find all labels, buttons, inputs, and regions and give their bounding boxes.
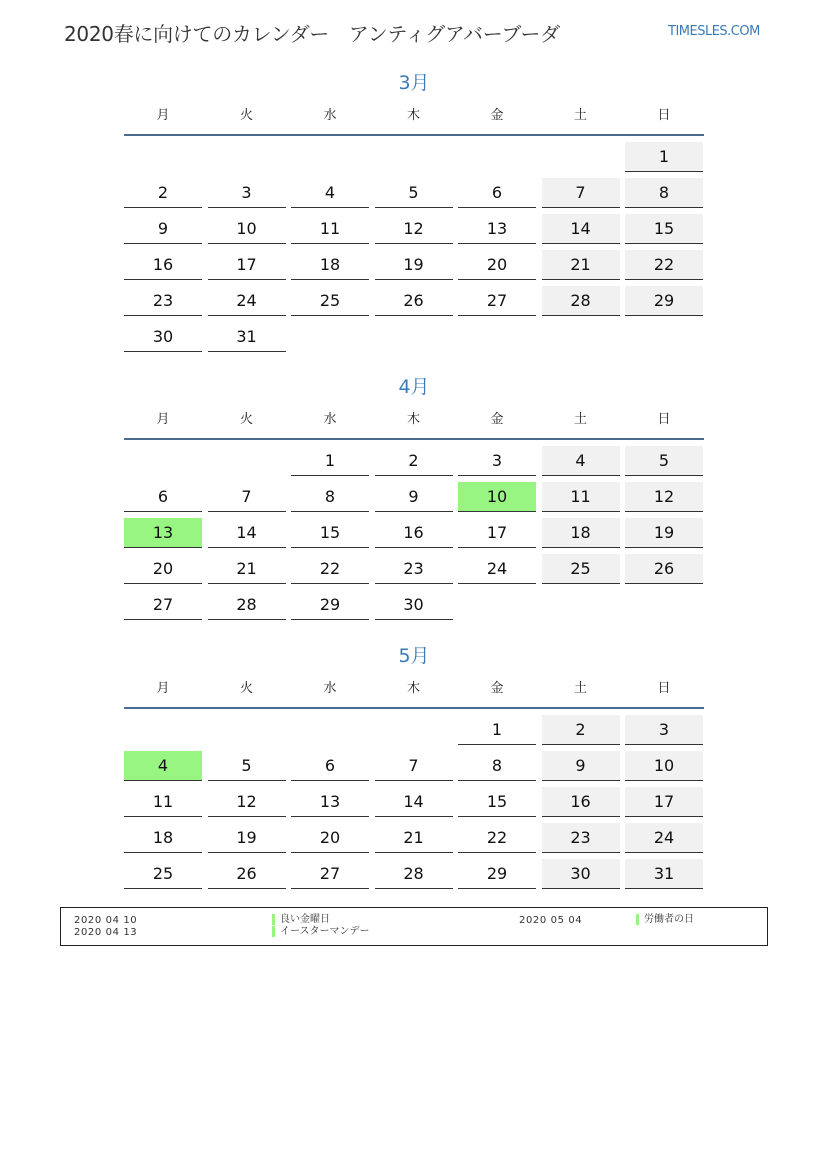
day-cell[interactable]: 11 [291, 214, 369, 244]
day-cell[interactable]: 28 [208, 590, 286, 620]
day-cell[interactable]: 24 [458, 554, 536, 584]
week-row [124, 176, 704, 212]
empty-cell [208, 446, 286, 476]
weekday-header [124, 402, 704, 440]
day-cell[interactable]: 8 [458, 751, 536, 781]
day-cell[interactable]: 18 [291, 250, 369, 280]
week-row [124, 552, 704, 588]
day-cell[interactable]: 5 [375, 178, 453, 208]
day-cell[interactable]: 31 [208, 322, 286, 352]
day-cell[interactable]: 8 [625, 178, 703, 208]
legend-holiday-name: 良い金曜日 [272, 914, 330, 925]
weekday-header [124, 98, 704, 136]
empty-cell [458, 590, 536, 620]
weekday-label: 月 [156, 108, 170, 123]
weekday-label: 月 [156, 681, 170, 696]
week-row [124, 821, 704, 857]
day-cell[interactable]: 16 [542, 787, 620, 817]
day-cell[interactable]: 23 [542, 823, 620, 853]
day-cell[interactable]: 17 [625, 787, 703, 817]
day-cell[interactable]: 28 [375, 859, 453, 889]
empty-cell [542, 590, 620, 620]
month-title: 4月 [398, 376, 430, 398]
day-cell[interactable]: 9 [542, 751, 620, 781]
week-row [124, 785, 704, 821]
day-cell[interactable]: 29 [291, 590, 369, 620]
day-cell[interactable]: 19 [208, 823, 286, 853]
day-cell[interactable]: 5 [208, 751, 286, 781]
week-row [124, 212, 704, 248]
weekday-label: 木 [406, 412, 420, 427]
month-march [124, 68, 704, 356]
day-cell[interactable]: 7 [542, 178, 620, 208]
weekday-label: 日 [657, 681, 671, 696]
legend-date: 2020 04 10 [74, 915, 138, 926]
weekday-label: 水 [323, 108, 337, 123]
day-cell[interactable]: 22 [458, 823, 536, 853]
day-cell[interactable]: 13 [291, 787, 369, 817]
weekday-label: 金 [490, 108, 504, 123]
day-cell[interactable]: 13 [124, 518, 202, 548]
day-cell[interactable]: 14 [208, 518, 286, 548]
weekday-header [124, 671, 704, 709]
week-row [124, 588, 704, 624]
week-row [124, 749, 704, 785]
week-row [124, 713, 704, 749]
empty-cell [458, 142, 536, 172]
site-link[interactable]: TIMESLES.COM [668, 24, 760, 39]
empty-cell [458, 322, 536, 352]
day-cell[interactable]: 17 [458, 518, 536, 548]
day-cell[interactable]: 6 [124, 482, 202, 512]
day-cell[interactable]: 12 [375, 214, 453, 244]
day-cell[interactable]: 4 [291, 178, 369, 208]
weekday-label: 土 [573, 681, 587, 696]
empty-cell [291, 322, 369, 352]
page-title: 2020春に向けてのカレンダー アンティグアバーブーダ [64, 22, 560, 46]
day-cell[interactable]: 19 [375, 250, 453, 280]
empty-cell [208, 715, 286, 745]
month-april [124, 372, 704, 624]
day-cell[interactable]: 7 [208, 482, 286, 512]
day-cell[interactable]: 20 [458, 250, 536, 280]
day-cell[interactable]: 24 [625, 823, 703, 853]
week-row [124, 248, 704, 284]
week-row [124, 284, 704, 320]
empty-cell [542, 142, 620, 172]
weekday-label: 水 [323, 412, 337, 427]
week-row [124, 444, 704, 480]
day-cell[interactable]: 30 [124, 322, 202, 352]
day-cell[interactable]: 6 [458, 178, 536, 208]
day-cell[interactable]: 13 [458, 214, 536, 244]
weekday-label: 日 [657, 108, 671, 123]
day-cell[interactable]: 1 [458, 715, 536, 745]
day-cell[interactable]: 17 [208, 250, 286, 280]
weekday-label: 火 [239, 108, 253, 123]
day-cell[interactable]: 27 [291, 859, 369, 889]
month-title: 5月 [398, 645, 430, 667]
day-cell[interactable]: 27 [124, 590, 202, 620]
weekday-label: 火 [239, 681, 253, 696]
day-cell[interactable]: 18 [124, 823, 202, 853]
day-cell[interactable]: 19 [625, 518, 703, 548]
day-cell[interactable]: 20 [124, 554, 202, 584]
day-cell[interactable]: 28 [542, 286, 620, 316]
day-cell[interactable]: 18 [542, 518, 620, 548]
day-cell[interactable]: 2 [124, 178, 202, 208]
day-cell[interactable]: 1 [625, 142, 703, 172]
day-cell[interactable]: 21 [208, 554, 286, 584]
day-cell[interactable]: 25 [542, 554, 620, 584]
day-cell[interactable]: 22 [291, 554, 369, 584]
day-cell[interactable]: 10 [208, 214, 286, 244]
day-cell[interactable]: 23 [124, 286, 202, 316]
day-cell[interactable]: 25 [291, 286, 369, 316]
day-cell[interactable]: 11 [124, 787, 202, 817]
month-title: 3月 [398, 72, 430, 94]
empty-cell [625, 322, 703, 352]
day-cell[interactable]: 26 [375, 286, 453, 316]
empty-cell [375, 715, 453, 745]
legend-holiday-name: 労働者の日 [636, 914, 694, 925]
day-cell[interactable]: 31 [625, 859, 703, 889]
empty-cell [208, 142, 286, 172]
weekday-label: 火 [239, 412, 253, 427]
day-cell[interactable]: 15 [625, 214, 703, 244]
empty-cell [375, 142, 453, 172]
empty-cell [375, 322, 453, 352]
day-cell[interactable]: 26 [625, 554, 703, 584]
day-cell[interactable]: 8 [291, 482, 369, 512]
weekday-label: 金 [490, 681, 504, 696]
day-cell[interactable]: 12 [208, 787, 286, 817]
day-cell[interactable]: 14 [375, 787, 453, 817]
day-cell[interactable]: 27 [458, 286, 536, 316]
day-cell[interactable]: 22 [625, 250, 703, 280]
day-cell[interactable]: 21 [542, 250, 620, 280]
weekday-label: 木 [406, 681, 420, 696]
week-row [124, 516, 704, 552]
day-cell[interactable]: 9 [124, 214, 202, 244]
day-cell[interactable]: 2 [542, 715, 620, 745]
day-cell[interactable]: 23 [375, 554, 453, 584]
day-cell[interactable]: 21 [375, 823, 453, 853]
day-cell[interactable]: 3 [458, 446, 536, 476]
day-cell[interactable]: 29 [625, 286, 703, 316]
day-cell[interactable]: 6 [291, 751, 369, 781]
day-cell[interactable]: 11 [542, 482, 620, 512]
day-cell[interactable]: 4 [124, 751, 202, 781]
day-cell[interactable]: 30 [542, 859, 620, 889]
weekday-label: 金 [490, 412, 504, 427]
day-cell[interactable]: 9 [375, 482, 453, 512]
legend-date: 2020 05 04 [519, 915, 583, 926]
empty-cell [291, 142, 369, 172]
weekday-label: 水 [323, 681, 337, 696]
day-cell[interactable]: 10 [625, 751, 703, 781]
day-cell[interactable]: 15 [291, 518, 369, 548]
week-row [124, 140, 704, 176]
day-cell[interactable]: 26 [208, 859, 286, 889]
day-cell[interactable]: 14 [542, 214, 620, 244]
weekday-label: 木 [406, 108, 420, 123]
month-may [124, 641, 704, 893]
empty-cell [124, 446, 202, 476]
legend-date: 2020 04 13 [74, 927, 138, 938]
week-row [124, 857, 704, 893]
day-cell[interactable]: 10 [458, 482, 536, 512]
weekday-label: 土 [573, 412, 587, 427]
day-cell[interactable]: 16 [375, 518, 453, 548]
weekday-label: 土 [573, 108, 587, 123]
empty-cell [542, 322, 620, 352]
empty-cell [124, 715, 202, 745]
day-cell[interactable]: 30 [375, 590, 453, 620]
empty-cell [625, 590, 703, 620]
weekday-label: 日 [657, 412, 671, 427]
weeks [124, 709, 704, 893]
day-cell[interactable]: 4 [542, 446, 620, 476]
empty-cell [124, 142, 202, 172]
day-cell[interactable]: 24 [208, 286, 286, 316]
day-cell[interactable]: 20 [291, 823, 369, 853]
day-cell[interactable]: 25 [124, 859, 202, 889]
day-cell[interactable]: 7 [375, 751, 453, 781]
day-cell[interactable]: 3 [625, 715, 703, 745]
day-cell[interactable]: 16 [124, 250, 202, 280]
week-row [124, 480, 704, 516]
weeks [124, 136, 704, 356]
holiday-legend [60, 907, 768, 946]
day-cell[interactable]: 29 [458, 859, 536, 889]
week-row [124, 320, 704, 356]
weekday-label: 月 [156, 412, 170, 427]
legend-holiday-name: イースターマンデー [272, 926, 370, 937]
day-cell[interactable]: 5 [625, 446, 703, 476]
day-cell[interactable]: 2 [375, 446, 453, 476]
day-cell[interactable]: 15 [458, 787, 536, 817]
day-cell[interactable]: 12 [625, 482, 703, 512]
empty-cell [291, 715, 369, 745]
day-cell[interactable]: 1 [291, 446, 369, 476]
day-cell[interactable]: 3 [208, 178, 286, 208]
weeks [124, 440, 704, 624]
